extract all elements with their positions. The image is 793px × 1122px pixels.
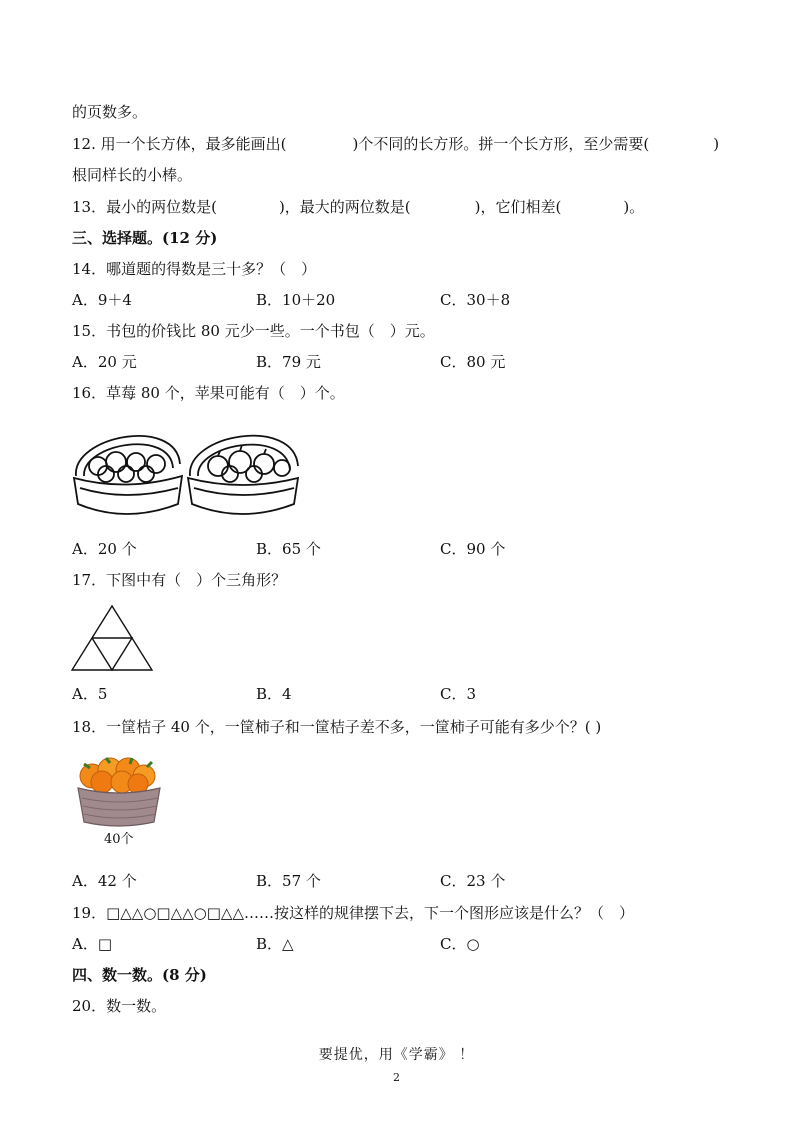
q12-text-c: ) [713,135,720,153]
q13-text-a: 13．最小的两位数是( [72,198,217,216]
q15-option-c: C．80 元 [440,353,506,371]
q19-text: 19．□△△○□△△○□△△……按这样的规律摆下去，下一个图形应该是什么？（ ） [72,904,634,922]
q14-option-a: A．9＋4 [72,291,132,309]
q15-option-a: A．20 元 [72,353,137,371]
q12-line2: 根同样长的小棒。 [72,166,193,184]
q17-option-b: B．4 [256,685,292,703]
orange-basket-image [72,748,164,830]
apple-basket-icon [188,436,298,514]
oranges-icon [80,758,155,794]
q19-option-b: B．△ [256,935,294,953]
strawberry-basket-icon [74,436,182,514]
q13-text-c: )，它们相差( [474,198,562,216]
footer-slogan: 要提优，用《学霸》 ！ [318,1047,475,1063]
triangle-figure [70,604,154,672]
q14-option-c: C．30＋8 [440,291,511,309]
triangles-icon [72,606,152,670]
q16-text: 16．草莓 80 个，苹果可能有（ ）个。 [72,384,345,402]
q15-text: 15．书包的价钱比 80 元少一些。一个书包（ ）元。 [72,322,435,340]
page-number: 2 [393,1071,400,1084]
q16-option-c: C．90 个 [440,540,506,558]
q19-option-c: C．○ [440,935,480,953]
q17-text: 17．下图中有（ ）个三角形？ [72,571,287,589]
q16-option-b: B．65 个 [256,540,321,558]
q12-line1 [72,134,719,154]
q11-tail: 的页数多。 [72,103,148,121]
basket-icon [78,788,160,826]
q13-text-b: )，最大的两位数是( [278,198,411,216]
q15-option-b: B．79 元 [256,353,321,371]
q16-option-a: A．20 个 [72,540,137,558]
q20-text: 20．数一数。 [72,997,167,1015]
q14-option-b: B．10＋20 [256,291,336,309]
q13-line [72,197,644,217]
q17-option-c: C．3 [440,685,477,703]
basket-count-label: 40个 [104,832,134,847]
fruit-baskets-image [70,416,302,526]
q13-text-d: )。 [623,198,645,216]
q12-text-b: )个不同的长方形。拼一个长方形，至少需要( [352,135,650,153]
q12-text-a: 12. 用一个长方体，最多能画出( [72,135,287,153]
section4-heading: 四、数一数。(8 分) [72,966,207,984]
q19-option-a: A．□ [72,935,113,953]
q18-option-a: A．42 个 [72,872,137,890]
q17-option-a: A．5 [72,685,108,703]
q18-option-b: B．57 个 [256,872,321,890]
q18-option-c: C．23 个 [440,872,506,890]
section3-heading: 三、选择题。(12 分) [72,229,218,247]
q14-text: 14．哪道题的得数是三十多？（ ） [72,260,317,278]
q18-text: 18．一筐桔子 40 个，一筐柿子和一筐桔子差不多，一筐柿子可能有多少个？( ) [72,718,602,736]
